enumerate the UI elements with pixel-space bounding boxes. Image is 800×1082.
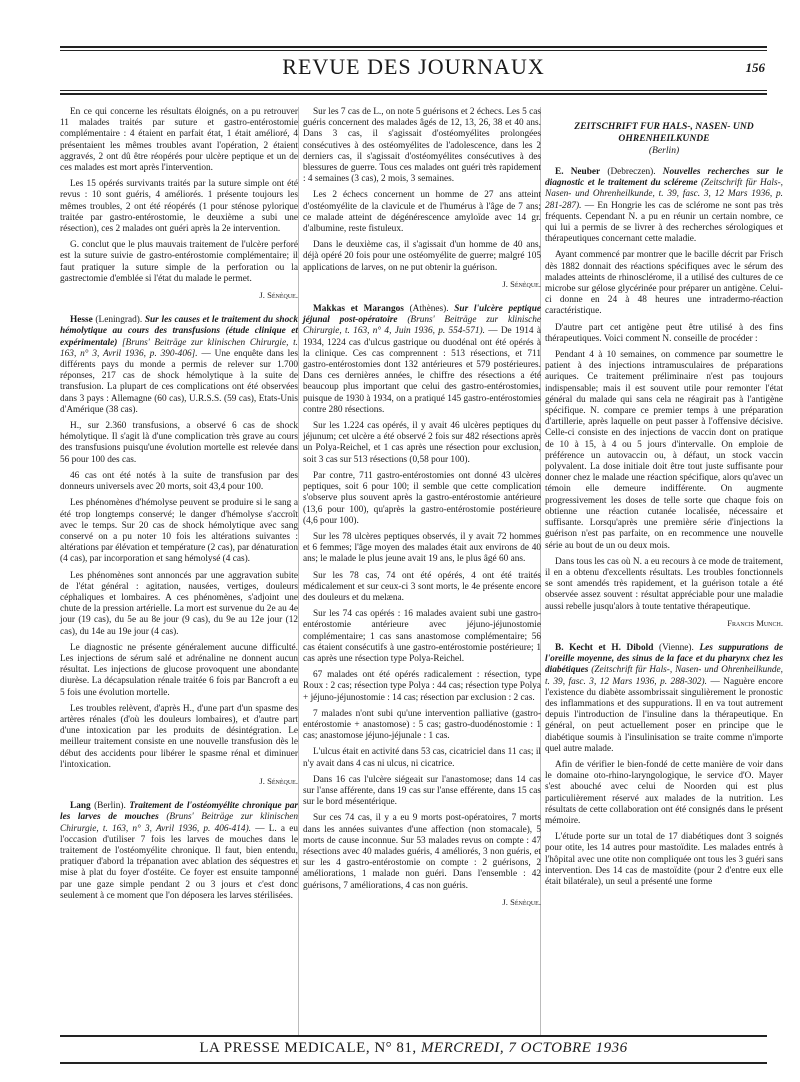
article-makkas — [303, 304, 541, 416]
paragraph: Les phénomènes sont annoncés par une aggravation subite de l'état général : agitation, nausées, vertiges, douleurs céphaliques et lombaires. A ces phénomènes, s'adjoint une chute de la pression artérielle. La mort est survenue du 2e au 4e jour (19 cas), du 5e au 8e jour (9 cas), du 9e au 12e jour (12 cas), du 14e au 19e jour (4 cas). — [60, 570, 298, 637]
paragraph: Sur ces 74 cas, il y a eu 9 morts post-opératoires, 7 morts dans les années suivantes d'une affection (non stomacale), 5 morts de cause inconnue. Sur 53 malades revus on compte : 47 résections avec 40 malades guéris, 4 améliorés, 3 non guéris, et sur les 4 gastro-entérostomie on compte : 2 guérisons, 2 améliorations, 1 malade non guéri. Dans l'ensemble : 42 guérisons, 7 améliorations, 4 cas non guéris. — [303, 813, 541, 891]
article-author: Hesse — [70, 315, 93, 326]
paragraph: G. conclut que le plus mauvais traitement de l'ulcère perforé est la suture suivie de gastro-entérostomie complémentaire; il faut pratiquer la suture simple de la perforation ou la gastrectomie d'emblée si l'état du malade le permet. — [60, 240, 298, 284]
header-rule-bottom — [60, 93, 767, 95]
footer-rule-top — [60, 1035, 767, 1037]
paragraph: Le diagnostic ne présente généralement aucune difficulté. Les injections de sérum salé et adrénaline ne donnent aucun résultat. Les injections de glucose provoquent une abondante diurèse. La décapsulation rénale traitée 6 fois par Bancroft a eu 5 fois une évolution mortelle. — [60, 642, 298, 698]
paragraph: Sur les 1.224 cas opérés, il y avait 46 ulcères peptiques du jéjunum; cet ulcère a été observé 2 fois sur 482 résections après un Polya-Reichel, et 1 cas après une résection pour exclusion, soit 3 cas sur 513 résections (0,58 pour 100). — [303, 421, 541, 465]
article-place: (Leningrad). — [92, 315, 145, 326]
paragraph: Dans le deuxième cas, il s'agissait d'un homme de 40 ans, déjà opéré 20 fois pour une ostéomyélite de guerre; malgré 105 applications de larves, on ne put obtenir la guérison. — [303, 240, 541, 273]
paragraph: D'autre part cet antigène peut être utilisé à des fins thérapeutiques. Voici comment N. conseille de procéder : — [545, 322, 783, 344]
page-number: 156 — [745, 60, 765, 75]
article-author: Makkas et Marangos — [313, 304, 404, 315]
journal-section-heading — [545, 121, 783, 157]
article-reference: (Zeitschrift für Hals-, Nasen- und Ohrenheilkunde, t. 39, fasc. 3, 12 Mars 1936, p. 288-302). — [545, 665, 783, 687]
header-rule-top — [60, 46, 767, 48]
paragraph: 46 cas ont été notés à la suite de transfusion par des donneurs universels avec 20 morts, soit 43,4 pour 100. — [60, 470, 298, 493]
article-body: — Naguère encore l'existence du diabète assombrissait singulièrement le pronostic des inflammations et des suppurations. Il en va tout autrement depuis l'introduction de l'insuline dans la thérapeutique. En général, on peut actuellement poser en principe que le diabétique soumis à l'insulinisation se traite comme n'importe quel autre malade. — [545, 676, 783, 754]
paragraph: 67 malades ont été opérés radicalement : résection, type Roux : 2 cas; résection type Polya : 44 cas; résection type Polya + jéjuno-jéjunostomie : 14 cas; résection par exclusion : 2 cas. — [303, 670, 541, 703]
paragraph: Les troubles relèvent, d'après H., d'une part d'un spasme des artères rénales (d'où les douleurs lombaires), et d'autre part d'une intoxication par les produits de désintégration. Le meilleur traitement consiste en une nouvelle transfusion dès le début des accidents pour libérer le spasme rénal et diminuer l'intoxication. — [60, 703, 298, 770]
article-body: — Une enquête dans les différents pays du monde a permis de relever sur 1.700 réponses, 217 cas de shock hémolytique à la suite de transfusion. La plupart de ces complications ont été observées dans 3 pays : Allemagne (60 cas), U.R.S.S. (59 cas), Etats-Unis d'Amérique (38 cas). — [60, 348, 298, 415]
footer-citation — [60, 1040, 767, 1057]
article-title: Sur les causes et le traitement du shock hémolytique au cours des transfusions (étude clinique et expérimentale) — [60, 315, 298, 348]
paragraph: Pendant 4 à 10 semaines, on commence par soumettre le patient à des injections intramusculaires de préparations auriques. Ce traitement préliminaire n'est pas toujours indispensable; mais il est souvent utile pour remonter l'état général du malade qui sans cela ne réagirait pas à l'antigène spécifique. N. compare ce premier temps à une préparation d'artillerie, après laquelle on peut passer à l'offensive décisive. Celle-ci consiste en des injections de vaccin dont on pratique de 10 à 15, à 4 ou 5 jours d'intervalle. On emploie de préférence un autovaccin ou, à défaut, un stock vaccin polyvalent. La dose initiale doit être tout juste suffisante pour donner chez le malade une réaction spécifique, alors qu'avec un témoin elle demeure indifférente. On augmente progressivement les doses de telle sorte que chaque fois on obtienne une réaction cutanée localisée, nécessaire et suffisante. Lorsqu'après une première série d'injections la guérison n'est pas parfaite, on en recommence une nouvelle série au bout de un ou deux mois. — [545, 350, 783, 551]
paragraph: Sur les 7 cas de L., on note 5 guérisons et 2 échecs. Les 5 cas guéris concernent des malades âgés de 12, 13, 26, 38 et 40 ans. Dans 3 cas, il s'agissait d'ostéomyélites prolongées consécutives à des ostéomyélites de l'adolescence, dans les 2 derniers cas, il s'agissait d'ostéomyélites consécutives à des blessures de guerre. Tous ces malades ont guéri très rapidement : 4 semaines (3 cas), 2 mois, 3 semaines. — [303, 107, 541, 185]
article-hesse — [60, 315, 298, 416]
paragraph: 7 malades n'ont subi qu'une intervention palliative (gastro-entérostomie + anastomose) : 5 cas; gastro-duodénostomie : 1 cas; anastomose jéjuno-jéjunale : 1 cas. — [303, 708, 541, 742]
paragraph: L'étude porte sur un total de 17 diabétiques dont 3 soignés pour otite, les 14 autres pour mastoïdite. Les malades entrés à l'hôpital avec une otite non compliquée ont tous les 3 guéri sans intervention. Des 14 cas de mastoïdite (pour 2 d'entre eux elle était bilatérale), un seul a présenté une forme — [545, 832, 783, 887]
signature: J. Sénèque. — [502, 278, 541, 289]
paragraph: Par contre, 711 gastro-entérostomies ont donné 43 ulcères peptiques, soit 6 pour 100; il semble que cette complication s'observe plus souvent après la gastro-entérostomie antérieure (13,6 pour 100), qu'après la gastro-entérostomie postérieure (4,6 pour 100). — [303, 470, 541, 526]
article-reference: (Zeitschrift für Hals-, Nasen- und Ohrenheilkunde, t. 39, fasc. 3, 12 Mars 1936, p. 281-287). — [545, 178, 783, 211]
section-subtitle: (Berlin) — [648, 145, 680, 156]
article-place: (Debreczen). — [600, 167, 663, 177]
article-title: Nouvelles recherches sur le diagnostic et le traitement du scléreme — [545, 167, 783, 189]
signature: Francis Munch. — [727, 617, 783, 628]
paragraph: Dans tous les cas où N. a eu recours à ce mode de traitement, il en a obtenu d'excellents résultats. Les troubles fonctionnels se sont amendés très rapidement, et la guérison totale a été observée assez souvent : résultat appréciable pour une maladie aussi rebelle jusqu'alors à toute tentative thérapeutique. — [545, 556, 783, 612]
journal-section-title: REVUE DES JOURNAUX — [282, 54, 545, 79]
article-title: Les suppurations de l'oreille moyenne, des sinus de la face et du pharynx chez les diabétiques — [545, 642, 783, 676]
article-author: B. Kecht et H. Dibold — [555, 642, 654, 653]
article-title: Sur l'ulcère peptique jéjunal post-opératoire — [303, 304, 541, 326]
paragraph: L'ulcus était en activité dans 53 cas, cicatriciel dans 11 cas; il n'y avait dans 4 cas ni ulcus, ni cicatrice. — [303, 747, 541, 769]
header-rule-top-thin — [60, 50, 767, 51]
paragraph: Afin de vérifier le bien-fondé de cette manière de voir dans le domaine oto-rhino-laryngologique, le service d'O. Mayer s'est abouché avec celui de Noorden qui est plus particulièrement réservé aux malades de la nutrition. Les résultats de cette collaboration ont été consignés dans le présent mémoire. — [545, 759, 783, 826]
paragraph: Sur les 74 cas opérés : 16 malades avaient subi une gastro-entérostomie antérieure avec jéjuno-jéjunostomie complémentaire; 1 cas sans anastomose complémentaire; 56 cas étaient consécutifs à une gastro-entérostomie postérieure; 1 cas après une résection type Polya-Reichel. — [303, 609, 541, 664]
footer-journal: LA PRESSE MEDICALE, N° 81, — [199, 1040, 417, 1056]
article-title: Traitement de l'ostéomyélite chronique par les larves de mouches — [60, 801, 298, 823]
article-body: — De 1914 à 1934, 1224 cas d'ulcus gastrique ou duodénal ont été opérés à la clinique. Ces cas comprennent : 513 résections, et 711 gastro-entérostomies dont 132 antérieures et 579 postérieures. Dans ces dernières années, le chiffre des résections a été beaucoup plus important que celui des gastro-entérostomies, puisque de 1930 à 1934, on a pratiqué 145 gastro-entérostomies contre 280 résections. — [303, 326, 541, 415]
article-neuber — [545, 167, 783, 245]
article-reference: (Bruns' Beiträge zur klinischen Chirurgie, t. 163, n° 3, Avril 1936, p. 406-414). — [60, 812, 298, 834]
paragraph: Les 15 opérés survivants traités par la suture simple ont été revus : 10 sont guéris, 4 améliorés. 1 présente toujours les mêmes troubles, 2 ont été réopérés (1 pour sténose pylorique traitée par gastro-entérostomie, le deuxième a subi une résection), ces 2 malades ont guéri après la 2e intervention. — [60, 179, 298, 235]
paragraph: Les phénomènes d'hémolyse peuvent se produire si le sang a été trop longtemps conservé; le danger d'hémolyse s'accroît avec le temps. Sur 20 cas de shock hémolytique avec sang conservé on a pu noter 10 fois les altérations suivantes : altérations par élévation et température (2 cas), par dénaturation (4 cas), par incorporation et sang hémolysé (4 cas). — [60, 498, 298, 565]
article-lang — [60, 801, 298, 902]
column-3 — [545, 107, 783, 893]
paragraph: Ayant commencé par montrer que le bacille décrit par Frisch dès 1882 donnait des réactions spécifiques avec le sérum des malades atteints de rhinosclérome, il a utilisé des cultures de ce microbe sur gélose glycérinée pour préparer un antigène. Celui-ci donne en 24 à 48 heures une intradermo-réaction caractéristique. — [545, 250, 783, 317]
article-reference: (Bruns' Beiträge zur klinische Chirurgie, t. 163, n° 4, Juin 1936, p. 554-571). — [303, 315, 541, 337]
article-place: (Berlin). — [90, 801, 130, 812]
article-kecht — [545, 643, 783, 755]
article-author: Lang — [70, 801, 91, 812]
article-author: E. Neuber — [555, 167, 601, 177]
signature: J. Sénèque. — [259, 290, 298, 301]
section-title: ZEITSCHRIFT FUR HALS-, NASEN- UND OHRENHEILKUNDE — [574, 121, 754, 144]
column-divider — [298, 107, 299, 1037]
paragraph: Sur les 78 cas, 74 ont été opérés, 4 ont été traités médicalement et sur ceux-ci 3 sont morts, le 4e présente encore des douleurs et du melæna. — [303, 570, 541, 603]
footer-date: MERCREDI, 7 OCTOBRE 1936 — [420, 1040, 628, 1056]
paragraph: En ce qui concerne les résultats éloignés, on a pu retrouver 11 malades traités par suture et gastro-entérostomie complémentaire : 4 étaient en parfait état, 1 était amélioré, 4 présentaient les mêmes troubles avant l'opération, 2 étaient aggravés, 2 ont dû être réopérés pour ulcère peptique et un de ces malades est mort après l'intervention. — [60, 107, 298, 174]
article-body: — En Hongrie les cas de sclérome ne sont pas très fréquents. Cependant N. a pu en réunir un certain nombre, ce qui lui a permis de se livrer à des recherches sérologiques et thérapeutiques concernant cette maladie. — [545, 200, 783, 245]
paragraph: Sur les 78 ulcères peptiques observés, il y avait 72 hommes et 6 femmes; l'âge moyen des malades était aux environs de 40 ans; le malade le plus jeune avait 19 ans, le plus âgé 60 ans. — [303, 531, 541, 565]
page-footer — [60, 1035, 767, 1065]
paragraph: H., sur 2.360 transfusions, a observé 6 cas de shock hémolytique. Il s'agit là d'une complication très grave au cours des transfusions puisqu'une évolution mortelle est relevée dans 56 pour 100 des cas. — [60, 421, 298, 465]
page-header — [60, 46, 767, 98]
article-place: (Athènes). — [403, 304, 455, 315]
footer-rule-bottom — [60, 1062, 767, 1064]
paragraph: Dans 16 cas l'ulcère siégeait sur l'anastomose; dans 14 cas sur l'anse afférente, dans 19 cas sur l'anse efférente, dans 15 cas sur le bord mésentérique. — [303, 774, 541, 808]
column-1 — [60, 107, 298, 907]
signature: J. Sénèque. — [502, 896, 541, 907]
article-body: — L. a eu l'occasion d'utiliser 7 fois les larves de mouches dans le traitement de l'ostéomyélite chronique. Il faut, bien entendu, pratiquer d'abord la trépanation avec ablation des séquestres et mise à plat du foyer d'ostéite. Ce foyer est ensuite tamponné par une gaze simple pendant 2 ou 3 jours et c'est donc seulement à ce moment que l'on déposera les larves stérilisées. — [60, 823, 299, 901]
article-place: (Vienne). — [653, 642, 700, 653]
article-reference: [Bruns' Beiträge zur klinischen Chirurgie, t. 163, n° 3, Avril 1936, p. 390-406]. — [60, 337, 298, 359]
signature: J. Sénèque. — [259, 775, 298, 786]
paragraph: Les 2 échecs concernent un homme de 27 ans atteint d'ostéomyélite de la clavicule et de l'humérus à l'âge de 7 ans; ce malade atteint de dégénérescence amyloïde avec 14 gr. d'albumine, reste fistuleux. — [303, 190, 541, 235]
header-rule-bottom-thin — [60, 90, 767, 91]
column-2 — [303, 107, 541, 922]
